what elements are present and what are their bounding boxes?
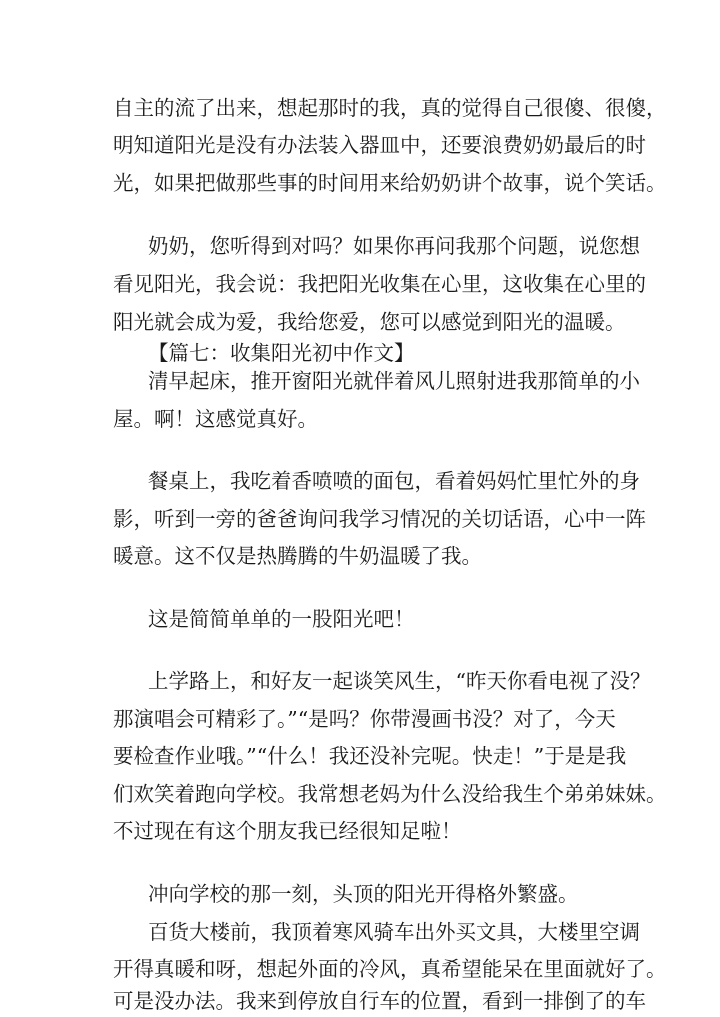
- text-line: 这是简简单单的一股阳光吧！: [148, 607, 415, 631]
- text-line: 明知道阳光是没有办法装入器皿中，还要浪费奶奶最后的时: [113, 133, 646, 157]
- text-line: 餐桌上，我吃着香喷喷的面包，看着妈妈忙里忙外的身: [148, 469, 640, 493]
- text-line: 那演唱会可精彩了。”“是吗？你带漫画书没？对了，今天: [113, 707, 616, 731]
- text-line: 暖意。这不仅是热腾腾的牛奶温暖了我。: [113, 544, 482, 568]
- text-line: 可是没办法。我来到停放自行车的位置，看到一排倒了的车: [113, 989, 646, 1013]
- text-line: 冲向学校的那一刻，头顶的阳光开得格外繁盛。: [148, 882, 579, 906]
- text-line: 自主的流了出来，想起那时的我，真的觉得自己很傻、很傻，: [113, 96, 667, 120]
- text-line: 要检查作业哦。”“什么！我还没补完呢。快走！”于是是我: [113, 744, 627, 768]
- text-line: 光，如果把做那些事的时间用来给奶奶讲个故事，说个笑话。: [113, 171, 667, 195]
- text-line: 清早起床，推开窗阳光就伴着风儿照射进我那简单的小: [148, 369, 640, 393]
- text-line: 上学路上，和好友一起谈笑风生，“昨天你看电视了没？: [148, 669, 651, 693]
- text-line: 们欢笑着跑向学校。我常想老妈为什么没给我生个弟弟妹妹。: [113, 782, 667, 806]
- text-line: 不过现在有这个朋友我已经很知足啦！: [113, 819, 462, 843]
- text-line: 百货大楼前，我顶着寒风骑车出外买文具，大楼里空调: [148, 920, 640, 944]
- text-line: 影，听到一旁的爸爸询问我学习情况的关切话语，心中一阵: [113, 507, 646, 531]
- text-line: 看见阳光，我会说：我把阳光收集在心里，这收集在心里的: [113, 272, 646, 296]
- section-heading: 【篇七：收集阳光初中作文】: [148, 341, 415, 365]
- text-line: 屋。啊！这感觉真好。: [113, 407, 318, 431]
- text-line: 奶奶，您听得到对吗？如果你再问我那个问题，说您想: [148, 234, 640, 258]
- text-line: 阳光就会成为爱，我给您爱，您可以感觉到阳光的温暖。: [113, 310, 626, 334]
- text-line: 开得真暖和呀，想起外面的冷风，真希望能呆在里面就好了。: [113, 957, 667, 981]
